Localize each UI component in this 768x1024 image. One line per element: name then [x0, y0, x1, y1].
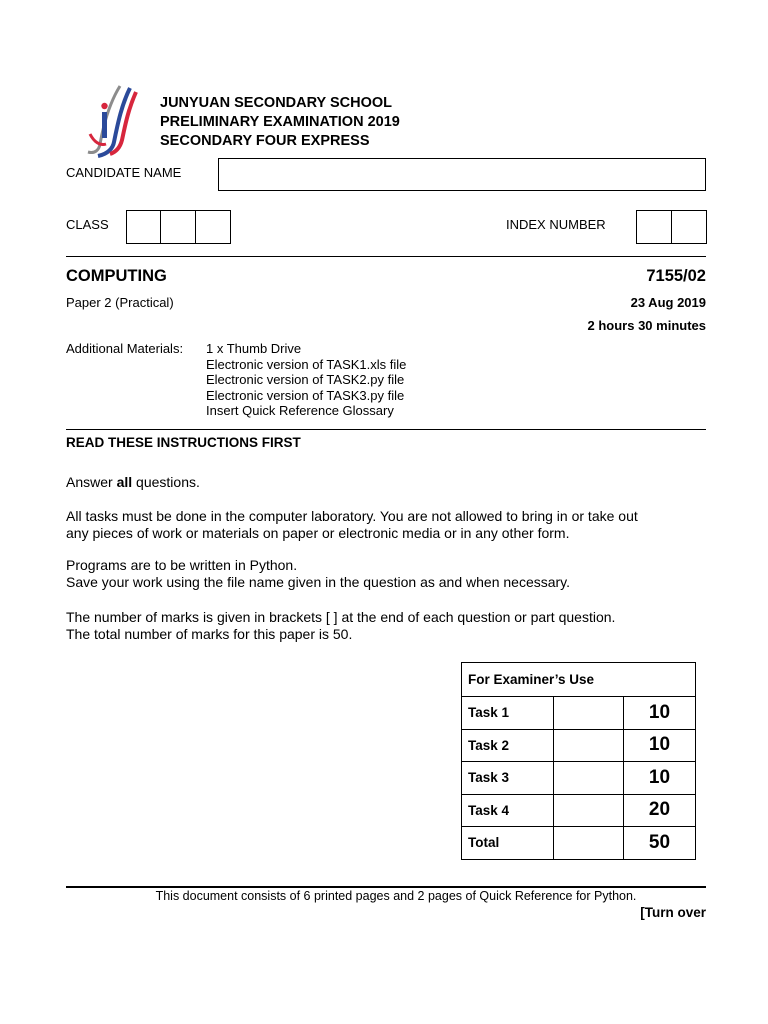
index-box-2[interactable]: [671, 210, 707, 244]
paper-code: 7155/02: [646, 267, 706, 285]
candidate-name-field[interactable]: [218, 158, 706, 191]
exam-duration: 2 hours 30 minutes: [587, 318, 706, 333]
table-row: Task 4 20: [462, 794, 696, 827]
footer-note: This document consists of 6 printed pages and 2 pages of Quick Reference for Python.: [155, 889, 637, 903]
instructions-heading: READ THESE INSTRUCTIONS FIRST: [66, 435, 301, 450]
list-item: 1 x Thumb Drive: [206, 341, 302, 356]
examiner-heading: For Examiner’s Use: [462, 663, 696, 697]
level-title: SECONDARY FOUR EXPRESS: [160, 133, 370, 149]
score-cell[interactable]: [554, 762, 624, 795]
school-name: JUNYUAN SECONDARY SCHOOL: [160, 95, 393, 111]
exam-date: 23 Aug 2019: [630, 295, 706, 310]
class-box-3[interactable]: [195, 210, 231, 244]
score-cell[interactable]: [554, 729, 624, 762]
score-cell[interactable]: [554, 697, 624, 730]
class-label: CLASS: [66, 217, 109, 232]
list-item: Electronic version of TASK3.py file: [206, 387, 405, 403]
examiner-table: [461, 662, 696, 860]
candidate-name-label: CANDIDATE NAME: [66, 165, 182, 180]
instruction-answer: Answer all questions.: [66, 474, 200, 490]
table-row: [462, 663, 696, 697]
school-logo-icon: [80, 82, 144, 158]
table-row: Task 1 10: [462, 697, 696, 730]
school-logo: [80, 82, 144, 158]
list-item: Insert Quick Reference Glossary: [206, 403, 394, 419]
materials-label: Additional Materials:: [66, 341, 184, 356]
class-box-1[interactable]: [126, 210, 161, 244]
table-row: Task 3 10: [462, 762, 696, 795]
index-box-1[interactable]: [636, 210, 672, 244]
paper-type: Paper 2 (Practical): [66, 295, 174, 310]
score-cell[interactable]: [554, 827, 624, 860]
instruction-lab: All tasks must be done in the computer laboratory. You are not allowed to bring in or take out any pieces of work or materials on paper or electronic media or in any other form.: [66, 508, 638, 541]
list-item: Electronic version of TASK2.py file: [206, 372, 405, 388]
instruction-python: Programs are to be written in Python. Save your work using the file name given in the question as and when necessary.: [66, 557, 571, 590]
score-cell[interactable]: [554, 794, 624, 827]
materials-list: [206, 341, 406, 419]
index-number-label: INDEX NUMBER: [506, 217, 606, 232]
divider-top: [66, 256, 706, 257]
list-item: Electronic version of TASK1.xls file: [206, 356, 407, 372]
exam-title: PRELIMINARY EXAMINATION 2019: [160, 114, 400, 130]
divider-instructions: [66, 429, 706, 430]
instruction-marks: The number of marks is given in brackets [ ] at the end of each question or part question. The total number of marks for this paper is 50.: [66, 609, 616, 642]
turn-over: [Turn over: [640, 905, 706, 920]
table-row: Total 50: [462, 827, 696, 860]
class-box-2[interactable]: [160, 210, 196, 244]
divider-footer: [66, 886, 706, 888]
table-row: Task 2 10: [462, 729, 696, 762]
subject-title: COMPUTING: [66, 267, 167, 285]
